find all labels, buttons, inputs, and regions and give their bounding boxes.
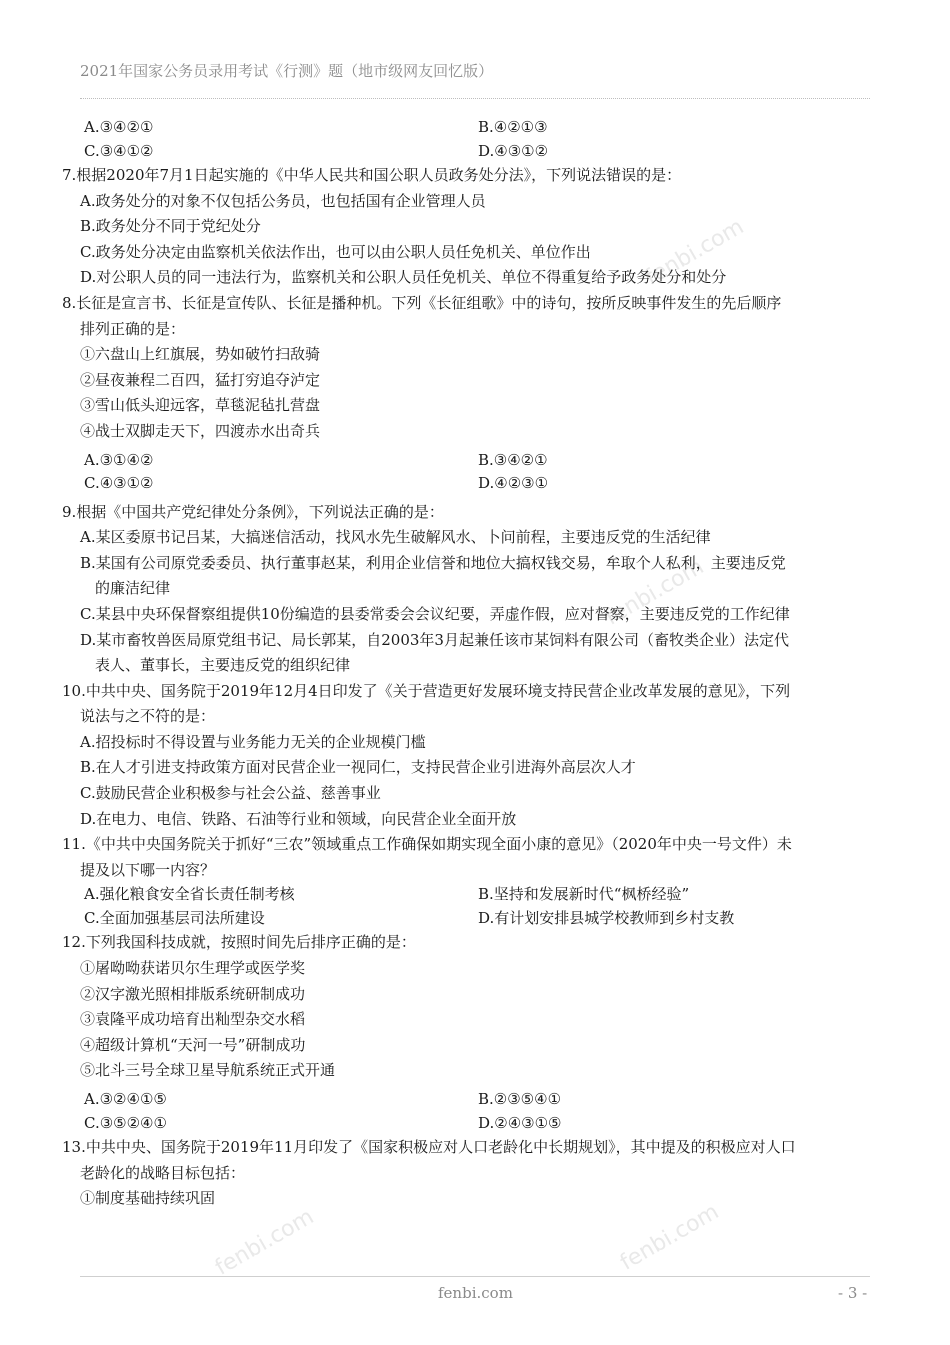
list-item: ③雪山低头迎远客，草毯泥毡扎营盘 bbox=[80, 396, 321, 415]
option: D.在电力、电信、铁路、石油等行业和领域，向民营企业全面开放 bbox=[80, 809, 517, 828]
question-stem: 12.下列我国科技成就，按照时间先后排序正确的是： bbox=[62, 933, 416, 952]
watermark: fenbi.com bbox=[601, 554, 709, 631]
option: C.③④①② bbox=[84, 141, 154, 160]
header-divider bbox=[80, 98, 870, 99]
watermark: fenbi.com bbox=[211, 1204, 319, 1281]
option: D.④②③① bbox=[478, 474, 549, 493]
option: A.招投标时不得设置与业务能力无关的企业规模门槛 bbox=[80, 732, 426, 751]
option: B.某国有公司原党委委员、执行董事赵某，利用企业信誉和地位大搞权钱交易，牟取个人私利，主要违反党 bbox=[80, 553, 786, 572]
question-stem: 7.根据2020年7月1日起实施的《中华人民共和国公职人员政务处分法》，下列说法错误的是： bbox=[62, 166, 682, 184]
option-row bbox=[62, 907, 872, 931]
question-stem: 9.根据《中国共产党纪律处分条例》，下列说法正确的是： bbox=[62, 502, 444, 521]
option-cont: 表人、董事长，主要违反党的组织纪律 bbox=[95, 656, 351, 675]
question-stem: 10.中共中央、国务院于2019年12月4日印发了《关于营造更好发展环境支持民营企业改革发展的意见》，下列 bbox=[62, 681, 791, 700]
footer-divider bbox=[80, 1276, 870, 1277]
option: A.③①④② bbox=[84, 450, 154, 469]
question-stem-cont: 老龄化的战略目标包括： bbox=[80, 1163, 246, 1182]
option-row bbox=[62, 116, 872, 140]
question-stem-cont: 提及以下哪一内容？ bbox=[80, 860, 216, 879]
option: A.③②④①⑤ bbox=[84, 1090, 167, 1108]
list-item: ①屠呦呦获诺贝尔生理学或医学奖 bbox=[80, 959, 306, 978]
question-stem: 13.中共中央、国务院于2019年11月印发了《国家积极应对人口老龄化中长期规划》，其中提及的积极应对人口 bbox=[62, 1138, 796, 1156]
option-row bbox=[62, 472, 872, 496]
list-item: ②昼夜兼程二百四，猛打穷追夺泸定 bbox=[80, 370, 321, 389]
option-row bbox=[62, 883, 872, 907]
option: D.有计划安排县城学校教师到乡村支教 bbox=[478, 908, 735, 927]
option: D.④③①② bbox=[478, 141, 549, 160]
option: A.某区委原书记吕某，大搞迷信活动，找风水先生破解风水、卜问前程，主要违反党的生活纪律 bbox=[80, 528, 711, 547]
watermark: fenbi.com bbox=[641, 214, 749, 291]
option: B.②③⑤④① bbox=[478, 1090, 562, 1108]
list-item: ③袁隆平成功培育出籼型杂交水稻 bbox=[80, 1010, 306, 1029]
option: B.④②①③ bbox=[478, 118, 548, 136]
list-item: ⑤北斗三号全球卫星导航系统正式开通 bbox=[80, 1061, 336, 1080]
option: B.政务处分不同于党纪处分 bbox=[80, 217, 261, 236]
option: B.③④②① bbox=[478, 450, 548, 469]
option: A.强化粮食安全省长责任制考核 bbox=[84, 885, 295, 904]
list-item: ②汉字激光照相排版系统研制成功 bbox=[80, 984, 306, 1003]
list-item: ④超级计算机“天河一号”研制成功 bbox=[80, 1035, 306, 1054]
list-item: ①制度基础持续巩固 bbox=[80, 1189, 216, 1208]
option: C.某县中央环保督察组提供10份编造的县委常委会会议纪要，弄虚作假，应对督察，主要违反党的工作纪律 bbox=[80, 604, 790, 623]
option: D.某市畜牧兽医局原党组书记、局长郭某，自2003年3月起兼任该市某饲料有限公司（畜牧类企业）法定代 bbox=[80, 630, 789, 649]
question-stem-cont: 说法与之不符的是： bbox=[80, 707, 216, 726]
question-stem: 11.《中共中央国务院关于抓好“三农”领域重点工作确保如期实现全面小康的意见》（2020年中央一号文件）未 bbox=[62, 835, 792, 854]
option: C.③⑤②④① bbox=[84, 1113, 167, 1132]
option-row bbox=[62, 1112, 872, 1136]
question-stem: 8.长征是宣言书、长征是宣传队、长征是播种机。下列《长征组歌》中的诗句，按所反映事件发生的先后顺序 bbox=[62, 293, 782, 312]
option: A.③④②① bbox=[84, 118, 154, 136]
option-row bbox=[62, 449, 872, 473]
option: B.坚持和发展新时代“枫桥经验” bbox=[478, 885, 690, 904]
list-item: ①六盘山上红旗展，势如破竹扫敌骑 bbox=[80, 345, 321, 364]
footer-site: fenbi.com bbox=[438, 1284, 513, 1302]
option: A.政务处分的对象不仅包括公务员，也包括国有企业管理人员 bbox=[80, 191, 486, 210]
option: D.对公职人员的同一违法行为，监察机关和公职人员任免机关、单位不得重复给予政务处分和处分 bbox=[80, 268, 727, 287]
option: C.鼓励民营企业积极参与社会公益、慈善事业 bbox=[80, 784, 381, 803]
option: C.政务处分决定由监察机关依法作出，也可以由公职人员任免机关、单位作出 bbox=[80, 242, 591, 261]
page-header-title: 2021年国家公务员录用考试《行测》题（地市级网友回忆版） bbox=[80, 62, 494, 80]
option: D.②④③①⑤ bbox=[478, 1113, 562, 1132]
question-stem-cont: 排列正确的是： bbox=[80, 319, 186, 338]
option: C.全面加强基层司法所建设 bbox=[84, 908, 265, 927]
option: C.④③①② bbox=[84, 474, 154, 493]
page-number: - 3 - bbox=[838, 1284, 868, 1302]
watermark: fenbi.com bbox=[616, 1199, 724, 1276]
option: B.在人才引进支持政策方面对民营企业一视同仁，支持民营企业引进海外高层次人才 bbox=[80, 758, 636, 777]
option-row bbox=[62, 140, 872, 164]
question-content bbox=[62, 116, 872, 1212]
list-item: ④战士双脚走天下，四渡赤水出奇兵 bbox=[80, 421, 321, 440]
option-row bbox=[62, 1088, 872, 1112]
option-cont: 的廉洁纪律 bbox=[95, 579, 171, 598]
